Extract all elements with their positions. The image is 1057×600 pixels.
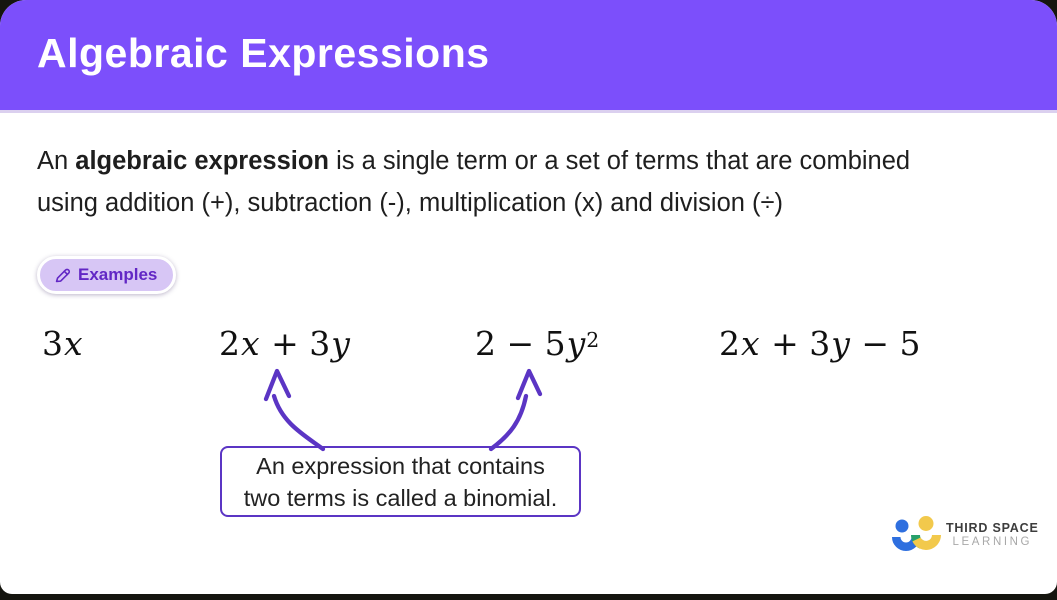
intro-paragraph xyxy=(37,140,997,224)
examples-badge-label: Examples xyxy=(78,265,158,284)
intro-line1-rest: is a single term or a set of terms that are combined xyxy=(329,147,911,175)
brand-logo xyxy=(889,512,1039,562)
pencil-icon xyxy=(53,266,72,285)
callout-text: An expression that contains two terms is called a binomial. xyxy=(243,452,558,511)
math-expression-trinomial: 2x + 3y − 5 xyxy=(719,324,921,363)
logo-name-bottom: LEARNING xyxy=(952,536,1033,548)
intro-line1-prefix: An xyxy=(37,147,76,175)
intro-bold-term: algebraic expression xyxy=(75,147,329,175)
math-expression-monomial: 3x xyxy=(42,324,83,363)
binomial-callout-box xyxy=(220,446,581,517)
left-curved-arrow xyxy=(266,371,323,449)
intro-line2: using addition (+), subtraction (-), multiplication (x) and division (÷) xyxy=(37,189,783,217)
examples-badge[interactable] xyxy=(37,256,176,294)
math-expression-binomial-1: 2x + 3y xyxy=(219,324,350,363)
page-title: Algebraic Expressions xyxy=(37,30,490,76)
logo-people-icon xyxy=(889,514,943,558)
logo-name-top: THIRD SPACE xyxy=(946,521,1039,535)
right-curved-arrow xyxy=(491,371,540,449)
math-expression-binomial-2: $2 - 5y^2$ xyxy=(475,324,600,363)
header-bar xyxy=(0,0,1057,113)
binomial-arrows xyxy=(248,363,548,455)
